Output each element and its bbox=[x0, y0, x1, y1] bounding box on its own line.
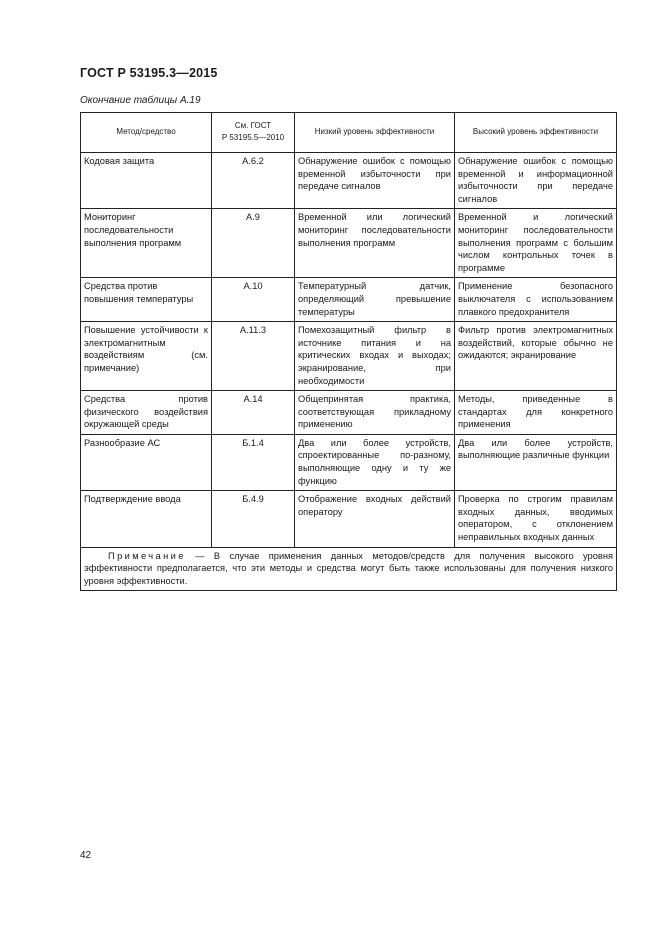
header-reference-line2: Р 53195.5—2010 bbox=[221, 133, 285, 142]
document-title: ГОСТ Р 53195.3—2015 bbox=[80, 66, 218, 80]
table-note bbox=[81, 547, 617, 591]
cell-reference: А.14 bbox=[212, 391, 295, 435]
cell-reference: Б.1.4 bbox=[212, 434, 295, 490]
cell-method: Разнообразие АС bbox=[81, 434, 212, 490]
cell-high: Проверка по строгим правилам входных данных, вводимых оператором, с отклонением неправильных входных данных bbox=[455, 491, 617, 547]
cell-reference: Б.4.9 bbox=[212, 491, 295, 547]
cell-high: Применение безопасного выключателя с использованием плавкого предохранителя bbox=[455, 278, 617, 322]
header-reference bbox=[212, 113, 295, 153]
cell-low: Два или более устройств, спроектированные по-разному, выполняющие одну и ту же функцию bbox=[295, 434, 455, 490]
cell-low: Обнаружение ошибок с помощью временной избыточности при передаче сигналов bbox=[295, 153, 455, 209]
cell-high: Методы, приведенные в стандартах для конкретного применения bbox=[455, 391, 617, 435]
header-reference-line1: См. ГОСТ bbox=[234, 121, 272, 130]
cell-reference: А.11.3 bbox=[212, 322, 295, 391]
table-note-row bbox=[81, 547, 617, 591]
cell-method: Мониторинг последовательности выполнения программ bbox=[81, 209, 212, 278]
header-low-efficiency: Низкий уровень эффективности bbox=[295, 113, 455, 153]
cell-high: Фильтр против электромагнитных воздействий, которые обычно не ожидаются; экранирование bbox=[455, 322, 617, 391]
cell-low: Температурный датчик, определяющий превышение температуры bbox=[295, 278, 455, 322]
cell-reference: А.6.2 bbox=[212, 153, 295, 209]
table-row bbox=[81, 278, 617, 322]
table-row bbox=[81, 209, 617, 278]
note-prefix: Примечание bbox=[108, 550, 186, 561]
cell-method: Средства против физического воздействия окружающей среды bbox=[81, 391, 212, 435]
page-number: 42 bbox=[80, 850, 92, 861]
cell-low: Помехозащитный фильтр в источнике питания и на критических входах и выходах; экранирование, при необходимости bbox=[295, 322, 455, 391]
table-header-row bbox=[81, 113, 617, 153]
table-row bbox=[81, 434, 617, 490]
header-method: Метод/средство bbox=[81, 113, 212, 153]
cell-method: Средства против повышения температуры bbox=[81, 278, 212, 322]
cell-method: Подтверждение ввода bbox=[81, 491, 212, 547]
cell-method: Повышение устойчивости к электромагнитным воздействиям (см. примечание) bbox=[81, 322, 212, 391]
cell-low: Отображение входных действий оператору bbox=[295, 491, 455, 547]
methods-table bbox=[80, 112, 617, 591]
cell-reference: А.10 bbox=[212, 278, 295, 322]
table-row bbox=[81, 322, 617, 391]
cell-low: Общепринятая практика, соответствующая прикладному применению bbox=[295, 391, 455, 435]
cell-method: Кодовая защита bbox=[81, 153, 212, 209]
table-row bbox=[81, 153, 617, 209]
cell-high: Временной и логический мониторинг последовательности выполнения программ с большим числом контрольных точек в программе bbox=[455, 209, 617, 278]
cell-high: Два или более устройств, выполняющие различные функции bbox=[455, 434, 617, 490]
cell-high: Обнаружение ошибок с помощью временной и информационной избыточности при передаче сигналов bbox=[455, 153, 617, 209]
table-row bbox=[81, 491, 617, 547]
cell-reference: А.9 bbox=[212, 209, 295, 278]
table-caption: Окончание таблицы А.19 bbox=[80, 95, 201, 106]
cell-low: Временной или логический мониторинг последовательности выполнения программ bbox=[295, 209, 455, 278]
table-row bbox=[81, 391, 617, 435]
header-high-efficiency: Высокий уровень эффективности bbox=[455, 113, 617, 153]
note-text: — В случае применения данных методов/средств для получения высокого уровня эффективности предполагается, что эти методы и средства могут быть также использованы для получения низкого уровня эффективности. bbox=[84, 550, 613, 586]
